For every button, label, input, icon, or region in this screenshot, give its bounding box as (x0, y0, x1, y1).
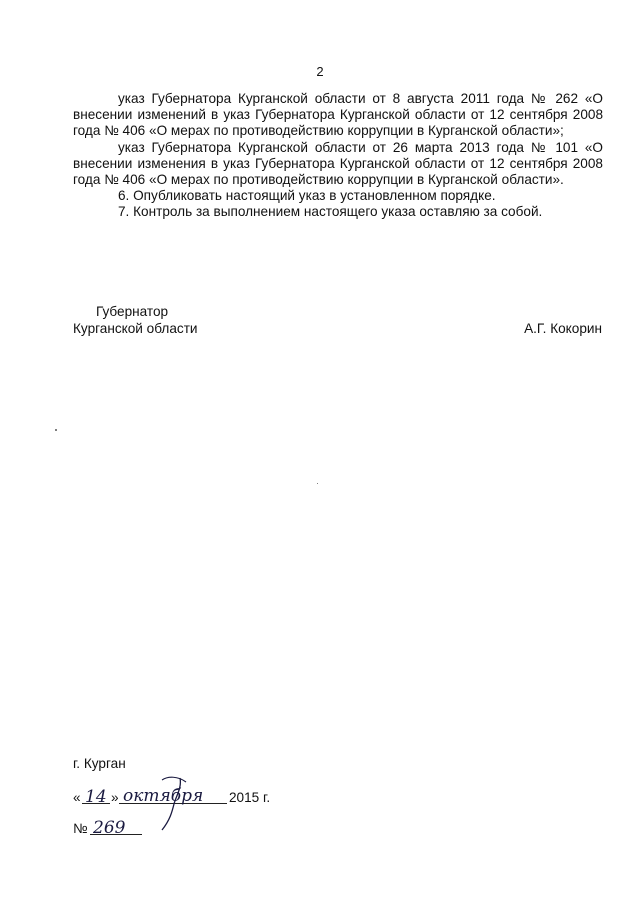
date-close-quote: » (111, 790, 119, 805)
page-number: 2 (316, 64, 324, 79)
document-body (73, 91, 603, 221)
issue-city: г. Курган (73, 756, 126, 771)
date-year: 2015 г. (229, 790, 271, 805)
date-month-handwritten: октября (123, 786, 204, 806)
paragraph-decree-2013: указ Губернатора Курганской области от 26 марта 2013 года № 101 «О внесении изменения в указ Губернатора Курганской области от 12 сентября 2008 года № 406 «О мерах по противодействию коррупции в Курганской области». (73, 139, 603, 188)
issue-date (73, 788, 393, 810)
paragraph-item-6: 6. Опубликовать настоящий указ в установленном порядке. (118, 188, 496, 204)
number-handwritten: 269 (93, 818, 126, 838)
signatory-title-line2: Курганской области (73, 321, 198, 336)
number-prefix: № (73, 821, 88, 836)
signature-stroke-icon (140, 774, 200, 836)
paragraph-item-7: 7. Контроль за выполнением настоящего указа оставляю за собой. (118, 204, 543, 220)
scan-speck (55, 429, 57, 431)
paragraph-decree-2011: указ Губернатора Курганской области от 8 августа 2011 года № 262 «О внесении изменений в указ Губернатора Курганской области от 12 сентября 2008 года № 406 «О мерах по противодействию коррупции в Курганской области»; (73, 91, 603, 139)
date-day-handwritten: 14 (85, 787, 107, 807)
signatory-name: А.Г. Кокорин (524, 321, 602, 336)
date-open-quote: « (73, 790, 81, 805)
signatory-title-line1: Губернатор (96, 304, 169, 319)
scan-speck (317, 483, 318, 484)
